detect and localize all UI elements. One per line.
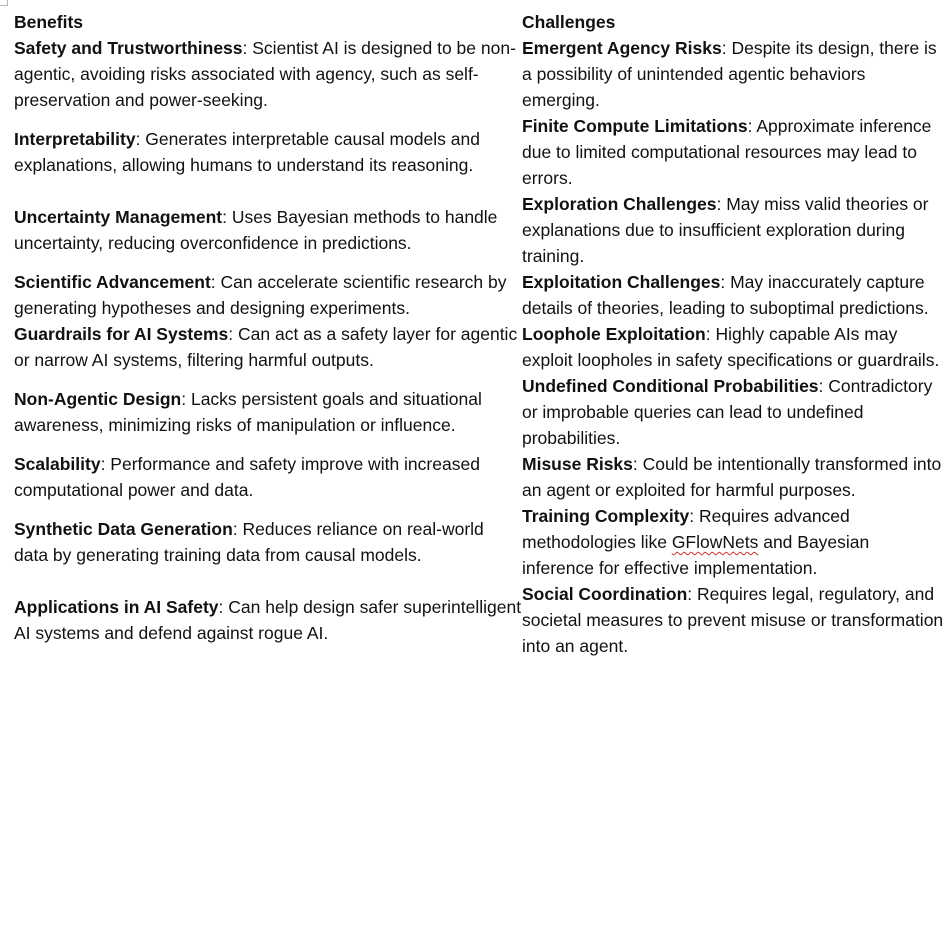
challenge-term: Emergent Agency Risks bbox=[522, 38, 722, 58]
benefit-description: : Scientist AI is designed to be non-agentic, avoiding risks associated with agency, such as self-preservation and power-seeking. bbox=[14, 38, 516, 110]
challenge-description: : Could be intentionally transformed into an agent or exploited for harmful purposes. bbox=[522, 454, 942, 500]
table-row bbox=[14, 503, 944, 581]
benefit-description: : Reduces reliance on real-world data by generating training data from causal models. bbox=[14, 519, 484, 565]
challenge-description: : May inaccurately capture details of theories, leading to suboptimal predictions. bbox=[522, 272, 929, 318]
challenge-term: Loophole Exploitation bbox=[522, 324, 706, 344]
benefit-term: Non-Agentic Design bbox=[14, 389, 182, 409]
benefits-challenges-table bbox=[14, 9, 944, 659]
challenge-term: Training Complexity bbox=[522, 506, 690, 526]
document-corner-mark bbox=[0, 0, 8, 6]
benefit-description: : Can act as a safety layer for agentic or narrow AI systems, filtering harmful outputs. bbox=[14, 324, 518, 370]
benefit-term: Scalability bbox=[14, 454, 101, 474]
table-row bbox=[14, 581, 944, 659]
table-row bbox=[14, 373, 944, 451]
benefit-description: : Generates interpretable causal models and explanations, allowing humans to understand its reasoning. bbox=[14, 129, 480, 175]
benefit-term: Synthetic Data Generation bbox=[14, 519, 233, 539]
benefits-header: Benefits bbox=[14, 12, 84, 32]
benefit-cell bbox=[14, 321, 522, 373]
challenge-cell bbox=[522, 321, 944, 373]
benefit-cell bbox=[14, 191, 522, 269]
challenge-description: : Despite its design, there is a possibility of unintended agentic behaviors emerging. bbox=[522, 38, 937, 110]
benefit-description: : Lacks persistent goals and situational awareness, minimizing risks of manipulation or influence. bbox=[14, 389, 482, 435]
table-row bbox=[14, 269, 944, 321]
challenge-term: Exploration Challenges bbox=[522, 194, 717, 214]
challenge-term: Exploitation Challenges bbox=[522, 272, 721, 292]
challenge-cell bbox=[522, 451, 944, 503]
benefit-term: Uncertainty Management bbox=[14, 207, 223, 227]
challenges-header: Challenges bbox=[522, 12, 616, 32]
benefit-term: Guardrails for AI Systems bbox=[14, 324, 229, 344]
challenge-cell bbox=[522, 373, 944, 451]
benefit-term: Interpretability bbox=[14, 129, 136, 149]
benefit-description: : Performance and safety improve with increased computational power and data. bbox=[14, 454, 480, 500]
benefit-cell bbox=[14, 113, 522, 191]
benefit-cell bbox=[14, 581, 522, 659]
benefit-term: Scientific Advancement bbox=[14, 272, 211, 292]
challenge-cell bbox=[522, 35, 944, 113]
table-row bbox=[14, 35, 944, 113]
spellcheck-flagged-word[interactable]: GFlowNets bbox=[671, 532, 759, 552]
challenge-description: : Requires legal, regulatory, and societal measures to prevent misuse or transformation into an agent. bbox=[522, 584, 944, 656]
benefit-description: : Can accelerate scientific research by generating hypotheses and designing experiments. bbox=[14, 272, 507, 318]
table-row bbox=[14, 191, 944, 269]
table-row bbox=[14, 113, 944, 191]
benefit-cell bbox=[14, 451, 522, 503]
benefit-cell bbox=[14, 503, 522, 581]
challenge-cell bbox=[522, 113, 944, 191]
benefit-cell bbox=[14, 35, 522, 113]
challenge-description-start: : Requires advanced methodologies like bbox=[522, 506, 850, 552]
challenge-term: Misuse Risks bbox=[522, 454, 633, 474]
benefit-cell bbox=[14, 269, 522, 321]
benefit-term: Applications in AI Safety bbox=[14, 597, 219, 617]
challenge-term: Finite Compute Limitations bbox=[522, 116, 748, 136]
challenge-term: Undefined Conditional Probabilities bbox=[522, 376, 819, 396]
challenge-cell bbox=[522, 581, 944, 659]
challenge-description-end: and Bayesian inference for effective implementation. bbox=[522, 532, 870, 578]
challenge-description: : Contradictory or improbable queries can lead to undefined probabilities. bbox=[522, 376, 933, 448]
challenge-description: : May miss valid theories or explanations due to insufficient exploration during training. bbox=[522, 194, 929, 266]
challenge-cell bbox=[522, 191, 944, 269]
table-row bbox=[14, 451, 944, 503]
benefit-term: Safety and Trustworthiness bbox=[14, 38, 243, 58]
benefit-description: : Uses Bayesian methods to handle uncertainty, reducing overconfidence in predictions. bbox=[14, 207, 498, 253]
challenge-cell bbox=[522, 269, 944, 321]
challenge-description: : Highly capable AIs may exploit loopholes in safety specifications or guardrails. bbox=[522, 324, 940, 370]
challenge-description: : Approximate inference due to limited computational resources may lead to errors. bbox=[522, 116, 932, 188]
challenge-term: Social Coordination bbox=[522, 584, 688, 604]
benefit-description: : Can help design safer superintelligent AI systems and defend against rogue AI. bbox=[14, 597, 522, 643]
table-row bbox=[14, 321, 944, 373]
header-row bbox=[14, 9, 944, 35]
challenge-cell bbox=[522, 503, 944, 581]
benefit-cell bbox=[14, 373, 522, 451]
